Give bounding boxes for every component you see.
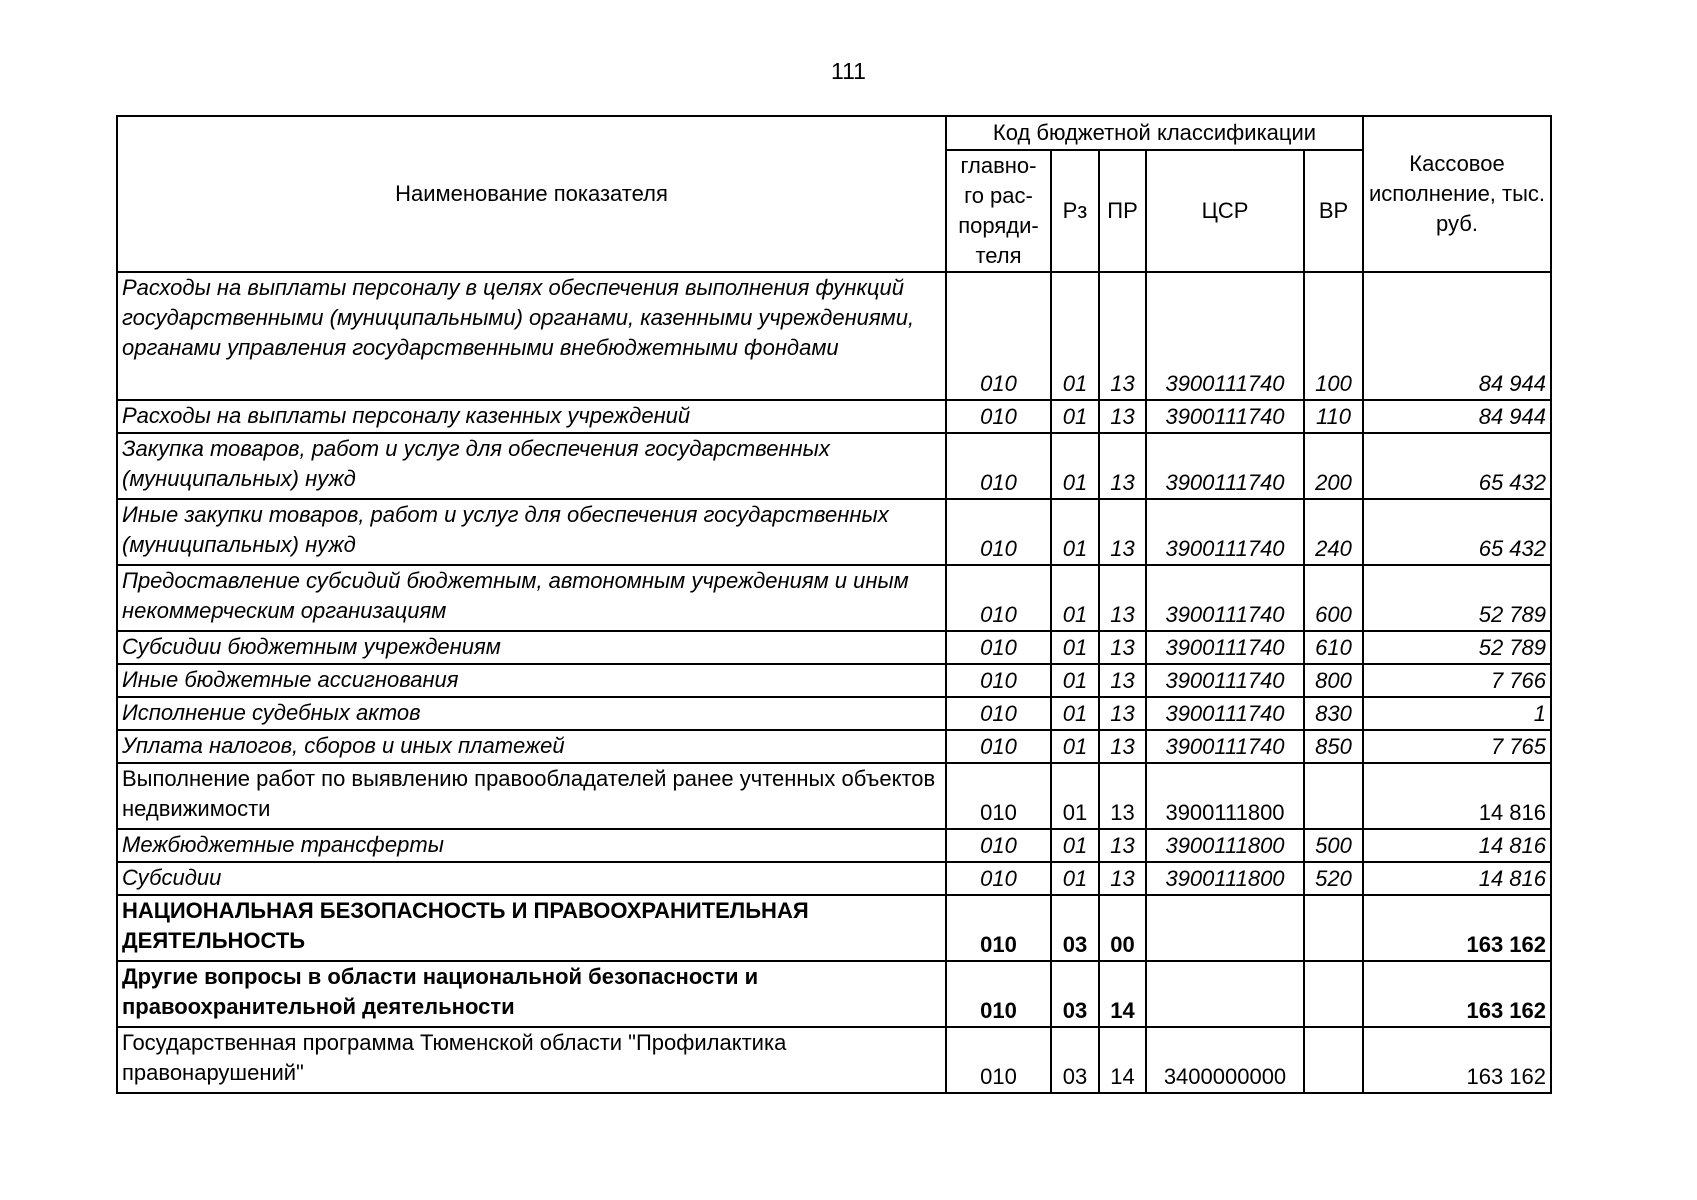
row-name-cell: Межбюджетные трансферты (117, 829, 946, 862)
row-main-manager-cell: 010 (946, 499, 1051, 565)
header-budget-classification: Код бюджетной классификации (946, 116, 1363, 150)
row-amount-cell: 163 162 (1363, 895, 1551, 961)
row-name-cell: Уплата налогов, сборов и иных платежей (117, 730, 946, 763)
table-row (117, 829, 1551, 862)
table-row (117, 763, 1551, 829)
row-amount-cell: 14 816 (1363, 862, 1551, 895)
table-row (117, 400, 1551, 433)
row-name-cell: Иные закупки товаров, работ и услуг для обеспечения государственных (муниципальных) нужд (117, 499, 946, 565)
table-row (117, 631, 1551, 664)
row-amount-cell: 84 944 (1363, 400, 1551, 433)
row-csr-cell: 3900111740 (1146, 664, 1304, 697)
row-vr-cell (1304, 763, 1363, 829)
row-pr-cell: 13 (1099, 763, 1146, 829)
row-amount-cell: 163 162 (1363, 961, 1551, 1027)
row-main-manager-cell: 010 (946, 565, 1051, 631)
row-main-manager-cell: 010 (946, 697, 1051, 730)
row-vr-cell (1304, 1027, 1363, 1093)
row-amount-cell: 14 816 (1363, 829, 1551, 862)
row-rz-cell: 01 (1051, 433, 1099, 499)
row-main-manager-cell: 010 (946, 433, 1051, 499)
row-rz-cell: 01 (1051, 697, 1099, 730)
row-name-cell: Предоставление субсидий бюджетным, автономным учреждениям и иным некоммерческим организациям (117, 565, 946, 631)
row-pr-cell: 13 (1099, 862, 1146, 895)
row-vr-cell: 850 (1304, 730, 1363, 763)
row-rz-cell: 01 (1051, 631, 1099, 664)
row-pr-cell: 13 (1099, 433, 1146, 499)
row-csr-cell: 3400000000 (1146, 1027, 1304, 1093)
row-csr-cell: 3900111740 (1146, 697, 1304, 730)
row-main-manager-cell: 010 (946, 730, 1051, 763)
row-name-cell: Исполнение судебных актов (117, 697, 946, 730)
row-rz-cell: 03 (1051, 961, 1099, 1027)
table-row (117, 1027, 1551, 1093)
row-amount-cell: 7 766 (1363, 664, 1551, 697)
row-pr-cell: 13 (1099, 730, 1146, 763)
row-csr-cell: 3900111800 (1146, 862, 1304, 895)
row-amount-cell: 14 816 (1363, 763, 1551, 829)
table-row (117, 664, 1551, 697)
row-rz-cell: 01 (1051, 499, 1099, 565)
row-vr-cell (1304, 961, 1363, 1027)
row-vr-cell: 600 (1304, 565, 1363, 631)
row-csr-cell: 3900111800 (1146, 829, 1304, 862)
row-amount-cell: 7 765 (1363, 730, 1551, 763)
row-pr-cell: 14 (1099, 961, 1146, 1027)
row-vr-cell: 830 (1304, 697, 1363, 730)
row-main-manager-cell: 010 (946, 400, 1051, 433)
row-amount-cell: 52 789 (1363, 565, 1551, 631)
row-csr-cell: 3900111740 (1146, 565, 1304, 631)
table-row (117, 565, 1551, 631)
row-vr-cell: 100 (1304, 272, 1363, 400)
row-name-cell: Расходы на выплаты персоналу в целях обеспечения выполнения функций государственными (муниципальными) органами, казенными учреждениями, органами управления государственными внебюджетными фондами (117, 272, 946, 400)
row-amount-cell: 52 789 (1363, 631, 1551, 664)
row-name-cell: Государственная программа Тюменской области "Профилактика правонарушений" (117, 1027, 946, 1093)
row-csr-cell: 3900111740 (1146, 730, 1304, 763)
table-row (117, 272, 1551, 400)
row-main-manager-cell: 010 (946, 272, 1051, 400)
row-vr-cell (1304, 895, 1363, 961)
row-vr-cell: 110 (1304, 400, 1363, 433)
row-pr-cell: 13 (1099, 829, 1146, 862)
header-cash-execution: Кассовое исполнение, тыс. руб. (1363, 116, 1551, 272)
row-amount-cell: 65 432 (1363, 433, 1551, 499)
row-main-manager-cell: 010 (946, 895, 1051, 961)
row-main-manager-cell: 010 (946, 862, 1051, 895)
header-rz: Рз (1051, 150, 1099, 272)
row-name-cell: Субсидии (117, 862, 946, 895)
row-pr-cell: 13 (1099, 400, 1146, 433)
header-main-manager: главно-го рас-поряди-теля (946, 150, 1051, 272)
row-pr-cell: 00 (1099, 895, 1146, 961)
header-pr: ПР (1099, 150, 1146, 272)
row-main-manager-cell: 010 (946, 961, 1051, 1027)
row-csr-cell (1146, 961, 1304, 1027)
row-csr-cell: 3900111800 (1146, 763, 1304, 829)
row-pr-cell: 14 (1099, 1027, 1146, 1093)
row-main-manager-cell: 010 (946, 631, 1051, 664)
row-amount-cell: 84 944 (1363, 272, 1551, 400)
row-vr-cell: 520 (1304, 862, 1363, 895)
row-rz-cell: 03 (1051, 1027, 1099, 1093)
row-main-manager-cell: 010 (946, 763, 1051, 829)
row-rz-cell: 01 (1051, 400, 1099, 433)
table-row (117, 862, 1551, 895)
table-body (117, 272, 1551, 1093)
row-main-manager-cell: 010 (946, 1027, 1051, 1093)
row-pr-cell: 13 (1099, 664, 1146, 697)
table-row (117, 961, 1551, 1027)
row-rz-cell: 01 (1051, 272, 1099, 400)
row-name-cell: Субсидии бюджетным учреждениям (117, 631, 946, 664)
row-rz-cell: 01 (1051, 763, 1099, 829)
row-name-cell: Выполнение работ по выявлению правообладателей ранее учтенных объектов недвижимости (117, 763, 946, 829)
row-amount-cell: 65 432 (1363, 499, 1551, 565)
row-main-manager-cell: 010 (946, 829, 1051, 862)
page-number: 111 (831, 58, 866, 84)
row-csr-cell: 3900111740 (1146, 400, 1304, 433)
row-amount-cell: 1 (1363, 697, 1551, 730)
row-rz-cell: 03 (1051, 895, 1099, 961)
row-pr-cell: 13 (1099, 272, 1146, 400)
row-vr-cell: 240 (1304, 499, 1363, 565)
row-pr-cell: 13 (1099, 697, 1146, 730)
row-csr-cell: 3900111740 (1146, 631, 1304, 664)
row-name-cell: Расходы на выплаты персоналу казенных учреждений (117, 400, 946, 433)
table-row (117, 697, 1551, 730)
row-vr-cell: 800 (1304, 664, 1363, 697)
header-vr: ВР (1304, 150, 1363, 272)
row-csr-cell: 3900111740 (1146, 272, 1304, 400)
row-name-cell: Закупка товаров, работ и услуг для обеспечения государственных (муниципальных) нужд (117, 433, 946, 499)
row-name-cell: НАЦИОНАЛЬНАЯ БЕЗОПАСНОСТЬ И ПРАВООХРАНИТЕЛЬНАЯ ДЕЯТЕЛЬНОСТЬ (117, 895, 946, 961)
table-row (117, 499, 1551, 565)
row-csr-cell: 3900111740 (1146, 433, 1304, 499)
row-vr-cell: 500 (1304, 829, 1363, 862)
row-rz-cell: 01 (1051, 829, 1099, 862)
row-pr-cell: 13 (1099, 631, 1146, 664)
row-rz-cell: 01 (1051, 664, 1099, 697)
row-rz-cell: 01 (1051, 730, 1099, 763)
row-pr-cell: 13 (1099, 499, 1146, 565)
row-csr-cell: 3900111740 (1146, 499, 1304, 565)
row-name-cell: Другие вопросы в области национальной безопасности и правоохранительной деятельности (117, 961, 946, 1027)
table-row (117, 895, 1551, 961)
row-rz-cell: 01 (1051, 565, 1099, 631)
row-amount-cell: 163 162 (1363, 1027, 1551, 1093)
table-row (117, 433, 1551, 499)
row-csr-cell (1146, 895, 1304, 961)
row-vr-cell: 200 (1304, 433, 1363, 499)
header-csr: ЦСР (1146, 150, 1304, 272)
row-name-cell: Иные бюджетные ассигнования (117, 664, 946, 697)
row-main-manager-cell: 010 (946, 664, 1051, 697)
header-indicator-name: Наименование показателя (117, 116, 946, 272)
row-vr-cell: 610 (1304, 631, 1363, 664)
budget-execution-table (116, 115, 1552, 1094)
row-pr-cell: 13 (1099, 565, 1146, 631)
row-rz-cell: 01 (1051, 862, 1099, 895)
table-row (117, 730, 1551, 763)
